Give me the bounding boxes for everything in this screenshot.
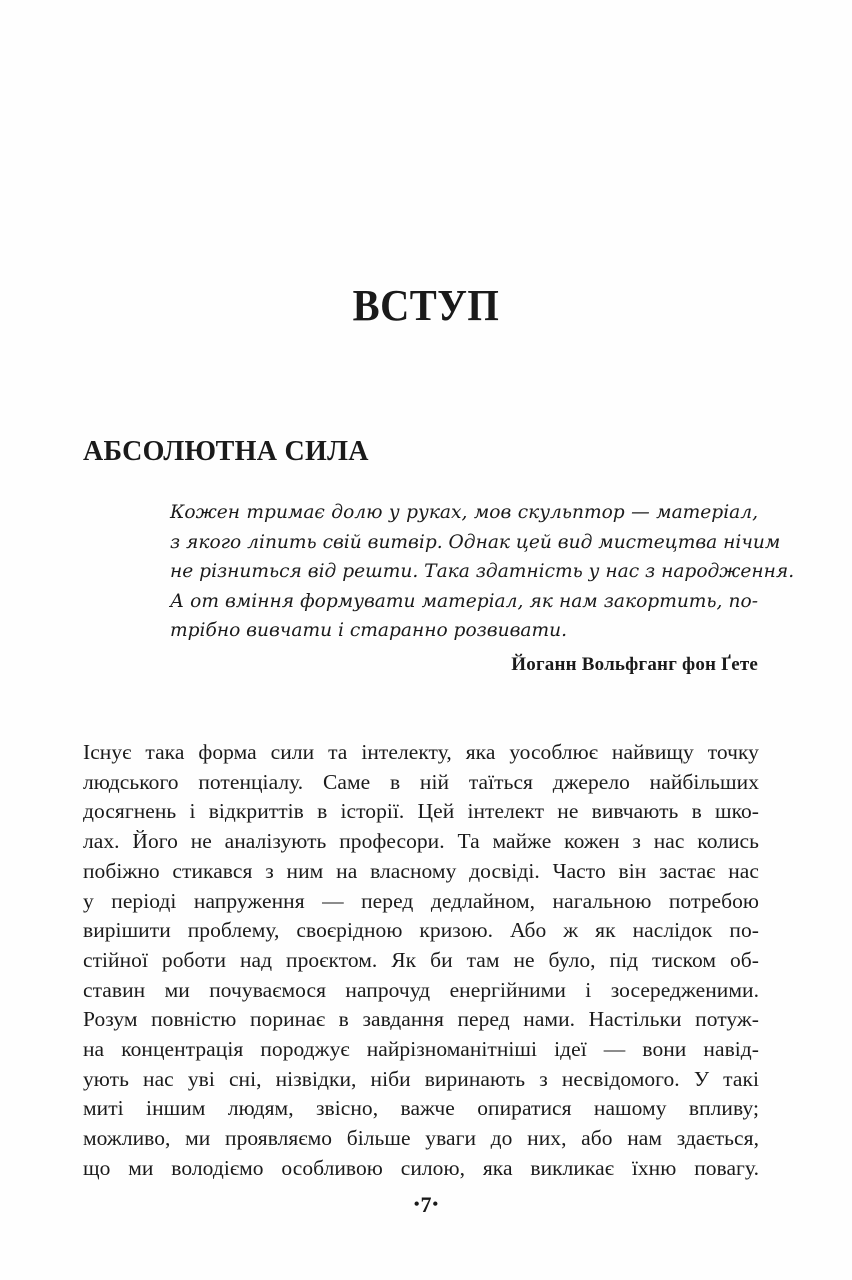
body-line: що ми володіємо особливою силою, яка викликає їхню повагу. xyxy=(83,1155,759,1180)
epigraph-line: трібно вивчати і старанно розвивати. xyxy=(170,620,568,641)
body-line: миті іншим людям, звісно, важче опиратися нашому впливу; xyxy=(83,1096,759,1121)
body-line: Розум повністю поринає в завдання перед нами. Настільки потуж- xyxy=(83,1007,759,1032)
page-number xyxy=(0,1192,852,1218)
body-line: можливо, ми проявляємо більше уваги до них, або нам здається, xyxy=(83,1126,759,1151)
body-line: у періоді напруження — перед дедлайном, нагальною потребою xyxy=(83,888,759,913)
epigraph-line: Кожен тримає долю у руках, мов скульптор — матеріал, xyxy=(170,502,758,523)
bullet-ornament-left: • xyxy=(413,1196,420,1213)
epigraph xyxy=(170,498,795,678)
body-line: стійної роботи над проєктом. Як би там не було, під тиском об- xyxy=(83,947,759,972)
body-line: Існує така форма сили та інтелекту, яка уособлює найвищу точку xyxy=(83,740,759,764)
epigraph-line: з якого ліпить свій витвір. Однак цей вид мистецтва нічим xyxy=(170,531,781,553)
page-number-value: 7 xyxy=(420,1192,432,1217)
bullet-ornament-right: • xyxy=(432,1196,439,1213)
body-paragraph xyxy=(83,738,759,1184)
body-line: на концентрація породжує найрізноманітніші ідеї — вони навід- xyxy=(83,1037,759,1062)
body-line: досягнень і відкриттів в історії. Цей інтелект не вивчають в шко- xyxy=(83,799,759,824)
section-title: АБСОЛЮТНА СИЛА xyxy=(83,436,369,467)
epigraph-line: не різниться від решти. Така здатність у нас з народження. xyxy=(170,561,795,582)
body-line: побіжно стикався з ним на власному досвіді. Часто він застає нас xyxy=(83,858,759,883)
body-line: лах. Його не аналізують професори. Та майже кожен з нас колись xyxy=(83,829,759,854)
body-line: вирішити проблему, своєрідною кризою. Або ж як наслідок по- xyxy=(83,918,759,943)
epigraph-author: Йоганн Вольфганг фон Ґете xyxy=(511,653,758,675)
chapter-title: ВСТУП xyxy=(352,281,500,330)
body-line: ують нас уві сні, нізвідки, ніби виринають з несвідомого. У такі xyxy=(83,1066,759,1091)
epigraph-text xyxy=(170,498,795,646)
body-line: ставин ми почуваємося напрочуд енергійними і зосередженими. xyxy=(83,977,759,1002)
body-line: людського потенціалу. Саме в ній таїться джерело найбільших xyxy=(83,769,759,794)
epigraph-line: А от вміння формувати матеріал, як нам закортить, по- xyxy=(170,590,758,612)
